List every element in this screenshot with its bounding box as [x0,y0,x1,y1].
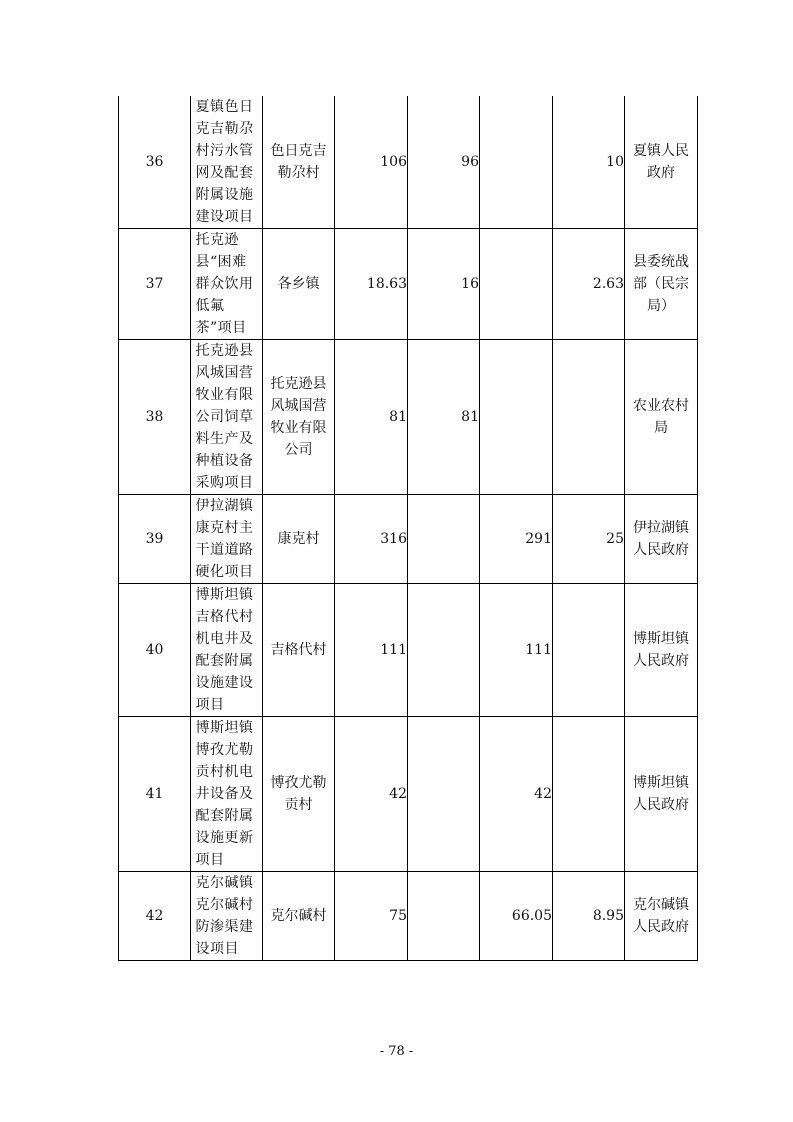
project-name: 伊拉湖镇康克村主干道道路硬化项目 [195,498,254,580]
fund-a [408,872,480,961]
project-name: 托克逊县风城国营牧业有限公司饲草料生产及种植设备采购项目 [195,343,254,491]
village-name: 吉格代村 [270,642,327,658]
fund-b: 42 [480,717,553,872]
fund-b: 111 [480,584,553,717]
responsible-unit: 博斯坦镇人民政府 [633,775,689,813]
fund-b: 66.05 [480,872,553,961]
fund-c: 25 [553,495,625,584]
responsible-unit: 县委统战部（民宗局） [633,254,689,314]
row-number: 36 [119,96,191,229]
project-name: 博斯坦镇吉格代村机电井及配套附属设施建设项目 [195,587,254,713]
fund-a [408,584,480,717]
village-name: 各乡镇 [277,276,320,292]
total-amount: 81 [335,340,408,495]
fund-b [480,229,553,340]
project-table [118,96,698,961]
row-number: 37 [119,229,191,340]
fund-b: 291 [480,495,553,584]
village-name: 托克逊县风城国营牧业有限公司 [270,376,327,458]
fund-c: 10 [553,96,625,229]
total-amount: 106 [335,96,408,229]
table-row [119,229,698,340]
fund-b [480,340,553,495]
table-row [119,872,698,961]
responsible-unit: 伊拉湖镇人民政府 [633,520,689,558]
responsible-unit: 博斯坦镇人民政府 [633,631,689,669]
row-number: 38 [119,340,191,495]
fund-c: 2.63 [553,229,625,340]
total-amount: 111 [335,584,408,717]
page-number: - 78 - [379,1044,414,1059]
table-row [119,340,698,495]
project-name: 克尔碱镇克尔碱村防渗渠建设项目 [195,875,254,957]
row-number: 41 [119,717,191,872]
table-row [119,584,698,717]
fund-a: 96 [408,96,480,229]
total-amount: 42 [335,717,408,872]
row-number: 39 [119,495,191,584]
row-number: 40 [119,584,191,717]
table-row [119,96,698,229]
fund-c: 8.95 [553,872,625,961]
project-name: 博斯坦镇博孜尤勒贡村机电井设备及配套附属设施更新项目 [195,720,254,868]
fund-c [553,340,625,495]
total-amount: 18.63 [335,229,408,340]
village-name: 克尔碱村 [270,908,327,924]
fund-a [408,717,480,872]
total-amount: 75 [335,872,408,961]
row-number: 42 [119,872,191,961]
responsible-unit: 农业农村局 [633,398,689,436]
fund-c [553,584,625,717]
village-name: 色日克吉勒尕村 [270,143,327,181]
responsible-unit: 克尔碱镇人民政府 [633,897,689,935]
fund-a: 81 [408,340,480,495]
table-row [119,495,698,584]
fund-a: 16 [408,229,480,340]
project-name: 夏镇色日克吉勒尕村污水管网及配套附属设施建设项目 [195,99,254,225]
fund-b [480,96,553,229]
responsible-unit: 夏镇人民政府 [633,143,689,181]
fund-a [408,495,480,584]
village-name: 康克村 [277,531,320,547]
project-name: 托克逊县“困难群众饮用低氟茶”项目 [195,232,254,336]
village-name: 博孜尤勒贡村 [270,775,327,813]
total-amount: 316 [335,495,408,584]
fund-c [553,717,625,872]
table-row [119,717,698,872]
